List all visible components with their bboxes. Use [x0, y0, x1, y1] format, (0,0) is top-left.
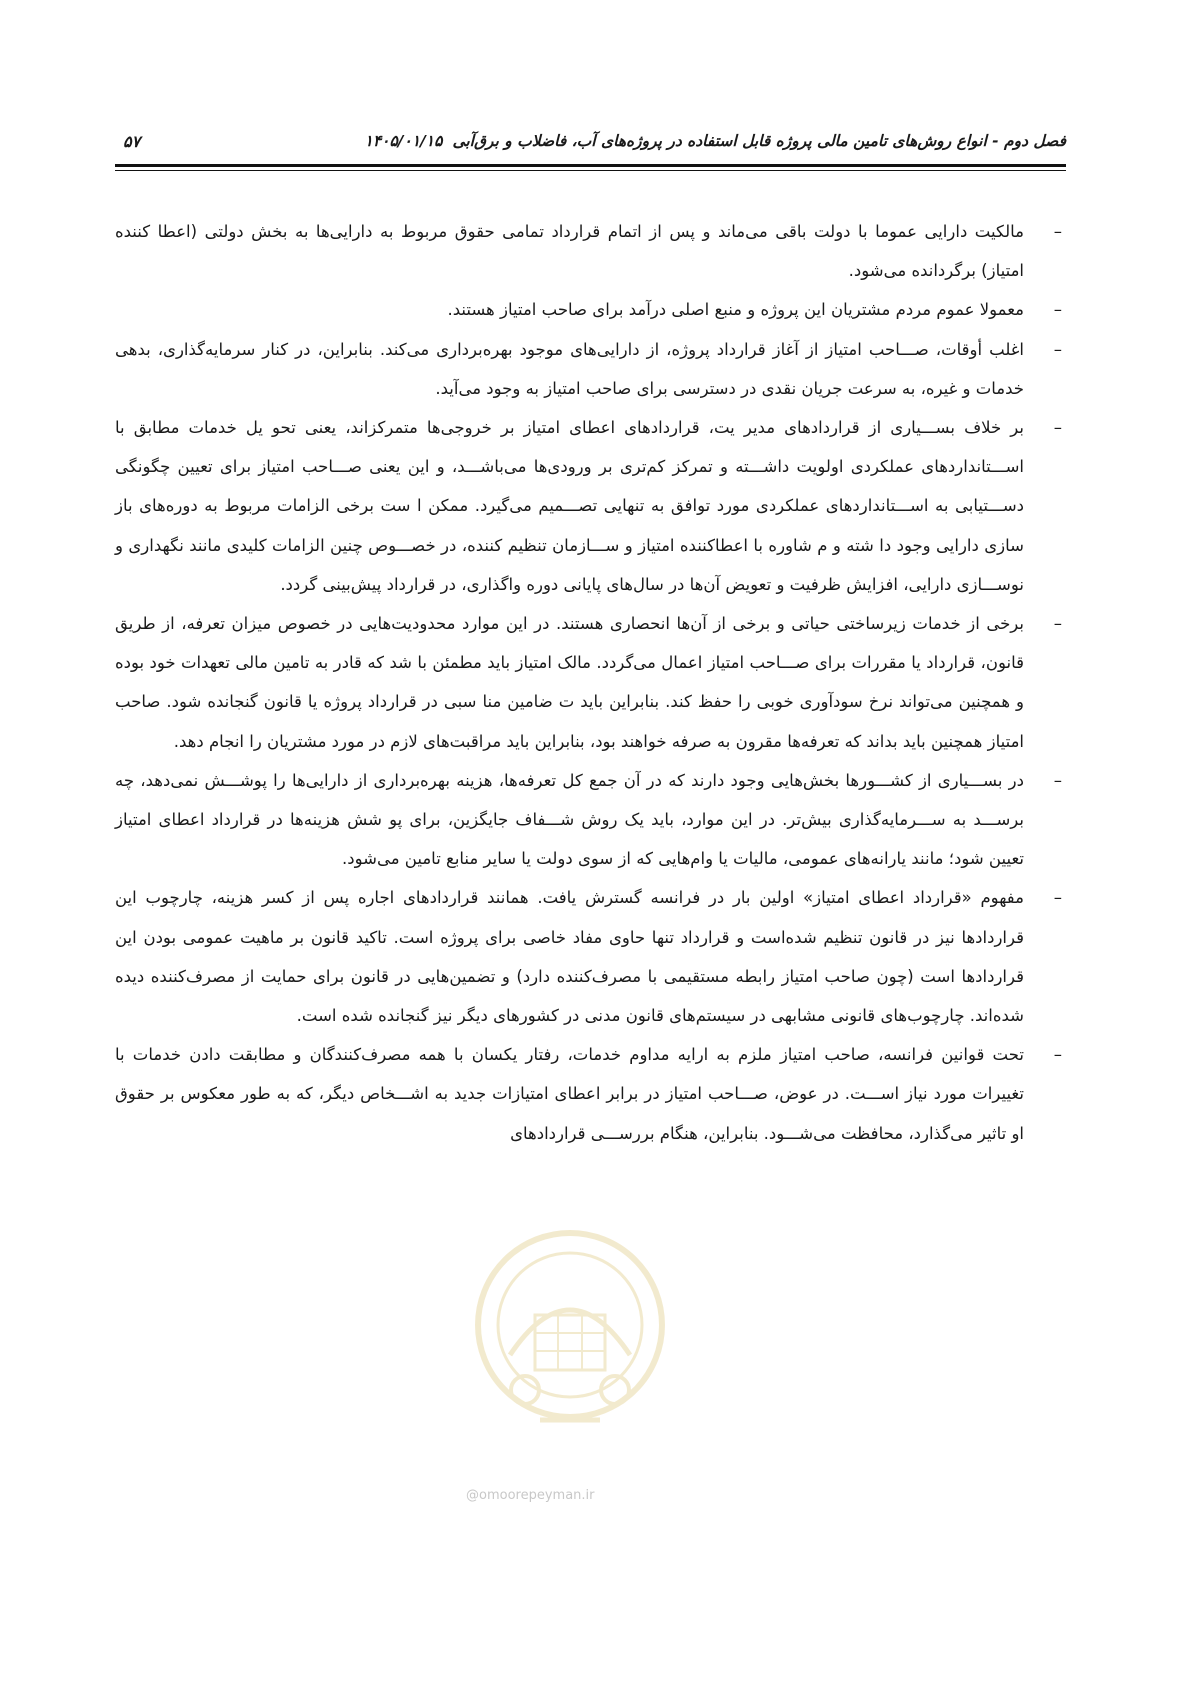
bullet-dash-icon: –: [1053, 222, 1062, 241]
bullet-dash-icon: –: [1053, 300, 1062, 320]
page-header: [115, 128, 1066, 158]
header-rule-thick: [115, 164, 1066, 167]
list-item-text: در بســـیاری از کشـــورها بخش‌هایی وجود دارند که در آن جمع کل تعرفه‌ها، هزینه بهره‌برداری از دارایی‌ها را پوشـــش نمی‌دهد، چه برســـد به ســـرمایه‌گذاری بیش‌تر. در این موارد، باید یک روش شـــفاف جایگزین، برای پو شش هزینه‌ها در قرارداد اعطای امتیاز تعیین شود؛ مانند یارانه‌های عمومی، مالیات یا وام‌هایی که از سوی دولت یا سایر منابع تامین می‌شود.: [115, 770, 1024, 869]
list-item: [115, 878, 1066, 1035]
list-item-text: تحت قوانین فرانسه، صاحب امتیاز ملزم به ارایه مداوم خدمات، رفتار یکسان با همه مصرف‌کنندگان و مطابقت دادن خدمات با تغییرات مورد نیاز اســـت. در عوض، صـــاحب امتیاز در برابر اعطای امتیازات جدید به اشـــخاص دیگر، که به طور معکوس بر حقوق او تاثیر می‌گذارد، محافظت می‌شـــود. بنابراین، هنگام بررســـی قراردادهای: [115, 1045, 1024, 1143]
running-header: [365, 132, 1067, 150]
chapter-title: فصل دوم - انواع روش‌های تامین مالی پروژه قابل استفاده در پروژه‌های آب، فاضلاب و برق‌آبی: [452, 132, 1066, 150]
list-item: [115, 330, 1066, 408]
list-item-text: بر خلاف بســـیاری از قراردادهای مدیر یت، قراردادهای اعطای امتیاز بر خروجی‌ها متمرکزاند، یعنی تحو یل خدمات مطابق با اســـتانداردهای عملکردی اولویت داشـــته و تمرکز کم‌تری بر ورودی‌ها می‌باشـــد، و این یعنی صـــاحب امتیاز برای تعیین چگونگی دســـتیابی به اســـتانداردهای عملکردی مورد توافق به تنهایی تصـــمیم می‌گیرد. ممکن ا ست برخی الزامات مربوط به دوره‌های باز سازی دارایی وجود دا شته و م شاوره با اعطاکننده امتیاز و ســـازمان تنظیم کننده، در خصـــوص چنین الزامات کلیدی مانند نگهداری و نوســـازی دارایی، افزایش ظرفیت و تعویض آن‌ها در سال‌های پایانی دوره واگذاری، در قرارداد پیش‌بینی گردد.: [115, 418, 1024, 594]
list-item: [115, 212, 1066, 290]
bullet-dash-icon: –: [1053, 339, 1062, 359]
list-item-text: معمولا عموم مردم مشتریان این پروژه و منبع اصلی درآمد برای صاحب امتیاز هستند.: [447, 300, 1024, 320]
bullet-dash-icon: –: [1053, 770, 1062, 790]
bullet-dash-icon: –: [1053, 614, 1062, 634]
list-item: [115, 408, 1066, 604]
list-item-text: مفهوم «قرارداد اعطای امتیاز» اولین بار در فرانسه گسترش یافت. همانند قراردادهای اجاره پس از کسر هزینه، چارچوب این قراردادها نیز در قانون تنظیم شده‌است و قرارداد تنها حاوی مفاد خاصی برای پروژه است. تاکید قانون بر ماهیت عمومی بودن این قراردادها است (چون صاحب امتیاز رابطه مستقیمی با مصرف‌کننده دارد) و تضمین‌هایی در قانون برای حمایت از مصرف‌کننده دیده شده‌اند. چارچوب‌های قانونی مشابهی در سیستم‌های قانون مدنی در کشورهای دیگر نیز گنجانده شده است.: [115, 888, 1024, 1026]
list-item-text: مالکیت دارایی عموما با دولت باقی می‌ماند و پس از اتمام قرارداد تمامی حقوق مربوط به دارایی‌ها به بخش دولتی (اعطا کننده امتیاز) برگردانده می‌شود.: [115, 222, 1024, 281]
body-text: [115, 212, 1066, 1153]
list-item: [115, 290, 1066, 329]
list-item: [115, 1035, 1066, 1153]
watermark-url: @omoorepeyman.ir: [466, 1488, 595, 1503]
list-item-text: اغلب أوقات، صـــاحب امتیاز از آغاز قرارداد پروژه، از دارایی‌های موجود بهره‌برداری می‌کند. بنابراین، در کنار سرمایه‌گذاری، بدهی خدمات و غیره، به سرعت جریان نقدی در دسترسی برای صاحب امتیاز به وجود می‌آید.: [115, 339, 1024, 398]
watermark-logo-icon: [465, 1205, 675, 1455]
bullet-dash-icon: –: [1053, 1045, 1062, 1065]
bullet-dash-icon: –: [1053, 418, 1062, 438]
list-item: [115, 604, 1066, 761]
header-date: ۱۴۰۵/۰۱/۱۵: [364, 132, 443, 150]
list-item: [115, 761, 1066, 879]
list-item-text: برخی از خدمات زیرساختی حیاتی و برخی از آن‌ها انحصاری هستند. در این موارد محدودیت‌هایی در خصوص میزان تعرفه، از طریق قانون، قرارداد یا مقررات برای صـــاحب امتیاز اعمال می‌گردد. مالک امتیاز باید مطمئن با شد که قادر به تامین مالی تعهدات خود بوده و همچنین می‌تواند نرخ سودآوری خوبی را حفظ کند. بنابراین باید ت ضامین منا سبی در قرارداد پروژه یا قانون گنجانده شود. صاحب امتیاز همچنین باید بداند که تعرفه‌ها مقرون به صرفه خواهند بود، بنابراین باید مراقبت‌های لازم در مورد مشتریان را انجام دهد.: [115, 614, 1024, 751]
bullet-list: [115, 212, 1066, 1153]
bullet-dash-icon: –: [1053, 888, 1062, 908]
page-number: ۵۷: [123, 132, 141, 151]
header-rule-thin: [115, 170, 1066, 171]
